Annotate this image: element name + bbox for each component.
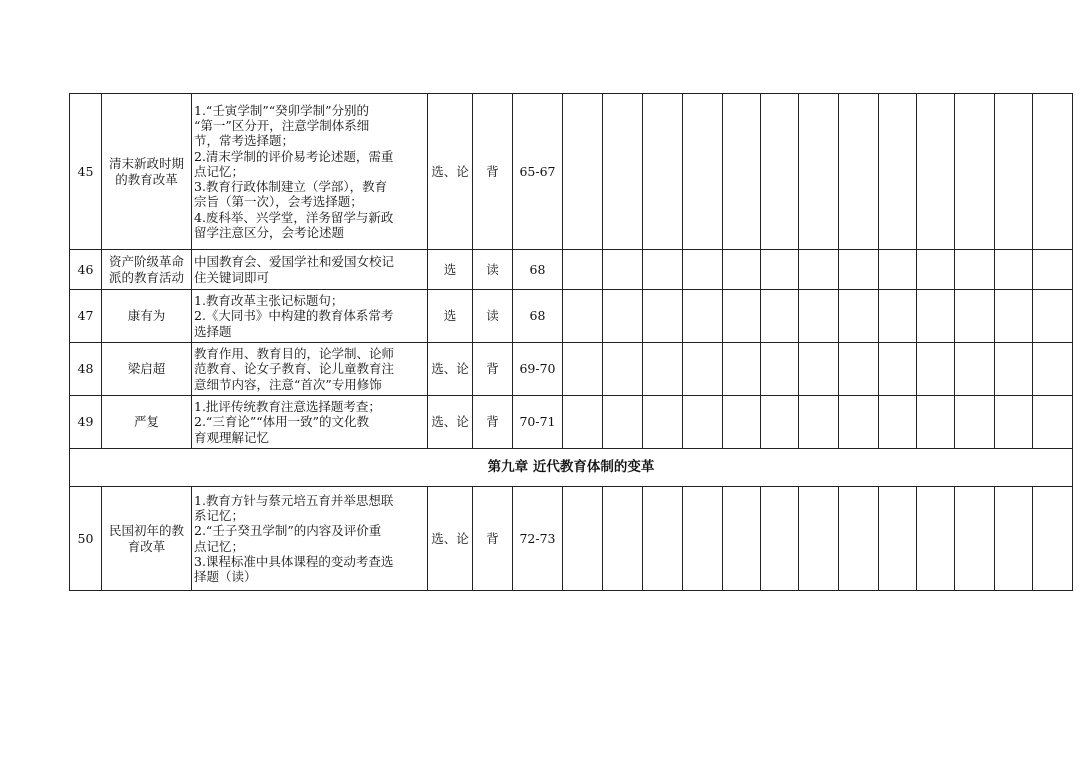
note-line: 育观理解记忆 xyxy=(194,429,270,445)
progress-check-cell[interactable] xyxy=(879,290,917,343)
study-method-cell[interactable]: 背 xyxy=(473,487,513,591)
chapter-row xyxy=(70,449,1073,487)
progress-check-cell[interactable] xyxy=(839,250,879,290)
progress-check-cell[interactable] xyxy=(643,94,683,250)
question-type-cell[interactable]: 选、论 xyxy=(428,343,473,396)
progress-check-cell[interactable] xyxy=(799,250,839,290)
progress-check-cell[interactable] xyxy=(917,94,955,250)
table-row xyxy=(70,290,1073,343)
note-line: 教育作用、教育目的，论学制、论师 xyxy=(194,346,395,362)
progress-check-cell[interactable] xyxy=(799,487,839,591)
table-row xyxy=(70,396,1073,449)
page-range-cell[interactable]: 68 xyxy=(513,290,563,343)
page-range-cell[interactable]: 65-67 xyxy=(513,94,563,250)
progress-check-cell[interactable] xyxy=(917,343,955,396)
progress-check-cell[interactable] xyxy=(995,250,1033,290)
chapter-heading: 第九章 近代教育体制的变革 xyxy=(70,449,1073,487)
question-type-cell[interactable]: 选 xyxy=(428,290,473,343)
progress-check-cell[interactable] xyxy=(955,343,995,396)
notes-cell[interactable] xyxy=(192,250,428,290)
note-line: 1.“壬寅学制”“癸卯学制”分别的 xyxy=(194,102,369,118)
progress-check-cell[interactable] xyxy=(643,250,683,290)
note-line: 2.《大同书》中构建的教育体系常考 xyxy=(194,308,394,324)
study-method-cell[interactable]: 读 xyxy=(473,250,513,290)
progress-check-cell[interactable] xyxy=(761,343,799,396)
progress-check-cell[interactable] xyxy=(1033,94,1073,250)
progress-check-cell[interactable] xyxy=(1033,487,1073,591)
progress-check-cell[interactable] xyxy=(1033,396,1073,449)
table-row xyxy=(70,487,1073,591)
note-line: 系记忆； xyxy=(194,507,245,523)
note-line: 1.教育改革主张记标题句； xyxy=(194,293,344,309)
topic-cell[interactable]: 梁启超 xyxy=(102,343,192,396)
progress-check-cell[interactable] xyxy=(917,396,955,449)
progress-check-cell[interactable] xyxy=(683,396,723,449)
progress-check-cell[interactable] xyxy=(683,250,723,290)
row-number-cell[interactable]: 50 xyxy=(70,487,102,591)
note-line: 2.“壬子癸丑学制”的内容及评价重 xyxy=(194,523,382,539)
topic-cell[interactable]: 资产阶级革命派的教育活动 xyxy=(102,250,192,290)
progress-check-cell[interactable] xyxy=(563,487,603,591)
row-number-cell[interactable]: 49 xyxy=(70,396,102,449)
question-type-cell[interactable]: 选 xyxy=(428,250,473,290)
topic-cell[interactable]: 康有为 xyxy=(102,290,192,343)
note-line: 节，常考选择题； xyxy=(194,133,295,149)
note-line: 2.“三育论”“体用一致”的文化教 xyxy=(194,414,369,430)
note-line: 留学注意区分，会考论述题 xyxy=(194,225,345,241)
progress-check-cell[interactable] xyxy=(563,343,603,396)
progress-check-cell[interactable] xyxy=(955,396,995,449)
progress-check-cell[interactable] xyxy=(683,94,723,250)
note-line: 1.教育方针与蔡元培五育并举思想联 xyxy=(194,492,394,508)
note-line: 择题（读） xyxy=(194,569,257,585)
progress-check-cell[interactable] xyxy=(995,343,1033,396)
note-line: 意细节内容，注意“首次”专用修饰 xyxy=(194,376,382,392)
question-type-cell[interactable]: 选、论 xyxy=(428,94,473,250)
progress-check-cell[interactable] xyxy=(839,487,879,591)
progress-check-cell[interactable] xyxy=(723,290,761,343)
note-line: 4.废科举、兴学堂，洋务留学与新政 xyxy=(194,209,394,225)
progress-check-cell[interactable] xyxy=(955,250,995,290)
progress-check-cell[interactable] xyxy=(723,250,761,290)
row-number-cell[interactable]: 46 xyxy=(70,250,102,290)
note-line: 范教育、论女子教育、论儿童教育注 xyxy=(194,361,395,377)
note-line: 宗旨（第一次），会考选择题； xyxy=(194,194,363,210)
progress-check-cell[interactable] xyxy=(603,343,643,396)
progress-check-cell[interactable] xyxy=(955,487,995,591)
notes-cell[interactable] xyxy=(192,290,428,343)
page-range-cell[interactable]: 69-70 xyxy=(513,343,563,396)
progress-check-cell[interactable] xyxy=(563,250,603,290)
table-body xyxy=(70,94,1073,591)
note-line: 3.课程标准中具体课程的变动考查选 xyxy=(194,553,394,569)
progress-check-cell[interactable] xyxy=(955,94,995,250)
page-range-cell[interactable]: 68 xyxy=(513,250,563,290)
progress-check-cell[interactable] xyxy=(917,487,955,591)
progress-check-cell[interactable] xyxy=(995,94,1033,250)
study-method-cell[interactable]: 背 xyxy=(473,396,513,449)
progress-check-cell[interactable] xyxy=(643,343,683,396)
topic-cell[interactable]: 民国初年的教育改革 xyxy=(102,487,192,591)
progress-check-cell[interactable] xyxy=(761,250,799,290)
progress-check-cell[interactable] xyxy=(879,94,917,250)
progress-check-cell[interactable] xyxy=(761,290,799,343)
progress-check-cell[interactable] xyxy=(761,94,799,250)
row-number-cell[interactable]: 45 xyxy=(70,94,102,250)
note-line: 选择题 xyxy=(194,323,232,339)
progress-check-cell[interactable] xyxy=(799,290,839,343)
progress-check-cell[interactable] xyxy=(761,487,799,591)
note-line: 点记忆； xyxy=(194,538,245,554)
progress-check-cell[interactable] xyxy=(761,396,799,449)
progress-check-cell[interactable] xyxy=(879,487,917,591)
note-line: 2.清末学制的评价易考论述题，需重 xyxy=(194,148,394,164)
notes-cell[interactable] xyxy=(192,487,428,591)
progress-check-cell[interactable] xyxy=(643,290,683,343)
study-method-cell[interactable]: 读 xyxy=(473,290,513,343)
progress-check-cell[interactable] xyxy=(1033,343,1073,396)
progress-check-cell[interactable] xyxy=(723,343,761,396)
table-row xyxy=(70,250,1073,290)
progress-check-cell[interactable] xyxy=(955,290,995,343)
progress-check-cell[interactable] xyxy=(995,487,1033,591)
progress-check-cell[interactable] xyxy=(563,94,603,250)
question-type-cell[interactable]: 选、论 xyxy=(428,487,473,591)
notes-cell[interactable] xyxy=(192,343,428,396)
progress-check-cell[interactable] xyxy=(995,396,1033,449)
note-line: “第一”区分开，注意学制体系细 xyxy=(194,117,370,133)
notes-cell[interactable] xyxy=(192,94,428,250)
progress-check-cell[interactable] xyxy=(879,343,917,396)
progress-check-cell[interactable] xyxy=(603,94,643,250)
row-number-cell[interactable]: 48 xyxy=(70,343,102,396)
progress-check-cell[interactable] xyxy=(1033,250,1073,290)
progress-check-cell[interactable] xyxy=(799,396,839,449)
study-plan-table xyxy=(69,93,1073,591)
note-line: 中国教育会、爱国学社和爱国女校记 xyxy=(194,254,395,270)
progress-check-cell[interactable] xyxy=(603,290,643,343)
progress-check-cell[interactable] xyxy=(839,343,879,396)
topic-cell[interactable]: 严复 xyxy=(102,396,192,449)
table-row xyxy=(70,94,1073,250)
page-range-cell[interactable]: 70-71 xyxy=(513,396,563,449)
progress-check-cell[interactable] xyxy=(683,343,723,396)
progress-check-cell[interactable] xyxy=(839,396,879,449)
progress-check-cell[interactable] xyxy=(723,396,761,449)
progress-check-cell[interactable] xyxy=(995,290,1033,343)
note-line: 3.教育行政体制建立（学部），教育 xyxy=(194,179,388,195)
note-line: 点记忆； xyxy=(194,163,245,179)
question-type-cell[interactable]: 选、论 xyxy=(428,396,473,449)
progress-check-cell[interactable] xyxy=(643,396,683,449)
study-method-cell[interactable]: 背 xyxy=(473,343,513,396)
progress-check-cell[interactable] xyxy=(723,487,761,591)
progress-check-cell[interactable] xyxy=(563,290,603,343)
notes-cell[interactable] xyxy=(192,396,428,449)
progress-check-cell[interactable] xyxy=(917,250,955,290)
row-number-cell[interactable]: 47 xyxy=(70,290,102,343)
progress-check-cell[interactable] xyxy=(723,94,761,250)
progress-check-cell[interactable] xyxy=(643,487,683,591)
table-row xyxy=(70,343,1073,396)
note-line: 1.批评传统教育注意选择题考查； xyxy=(194,399,381,415)
progress-check-cell[interactable] xyxy=(603,487,643,591)
page-range-cell[interactable]: 72-73 xyxy=(513,487,563,591)
progress-check-cell[interactable] xyxy=(799,343,839,396)
progress-check-cell[interactable] xyxy=(603,396,643,449)
note-line: 住关键词即可 xyxy=(194,269,270,285)
progress-check-cell[interactable] xyxy=(799,94,839,250)
progress-check-cell[interactable] xyxy=(917,290,955,343)
progress-check-cell[interactable] xyxy=(683,487,723,591)
progress-check-cell[interactable] xyxy=(839,94,879,250)
progress-check-cell[interactable] xyxy=(879,396,917,449)
progress-check-cell[interactable] xyxy=(1033,290,1073,343)
progress-check-cell[interactable] xyxy=(683,290,723,343)
study-method-cell[interactable]: 背 xyxy=(473,94,513,250)
topic-cell[interactable]: 清末新政时期的教育改革 xyxy=(102,94,192,250)
progress-check-cell[interactable] xyxy=(879,250,917,290)
progress-check-cell[interactable] xyxy=(563,396,603,449)
progress-check-cell[interactable] xyxy=(603,250,643,290)
progress-check-cell[interactable] xyxy=(839,290,879,343)
